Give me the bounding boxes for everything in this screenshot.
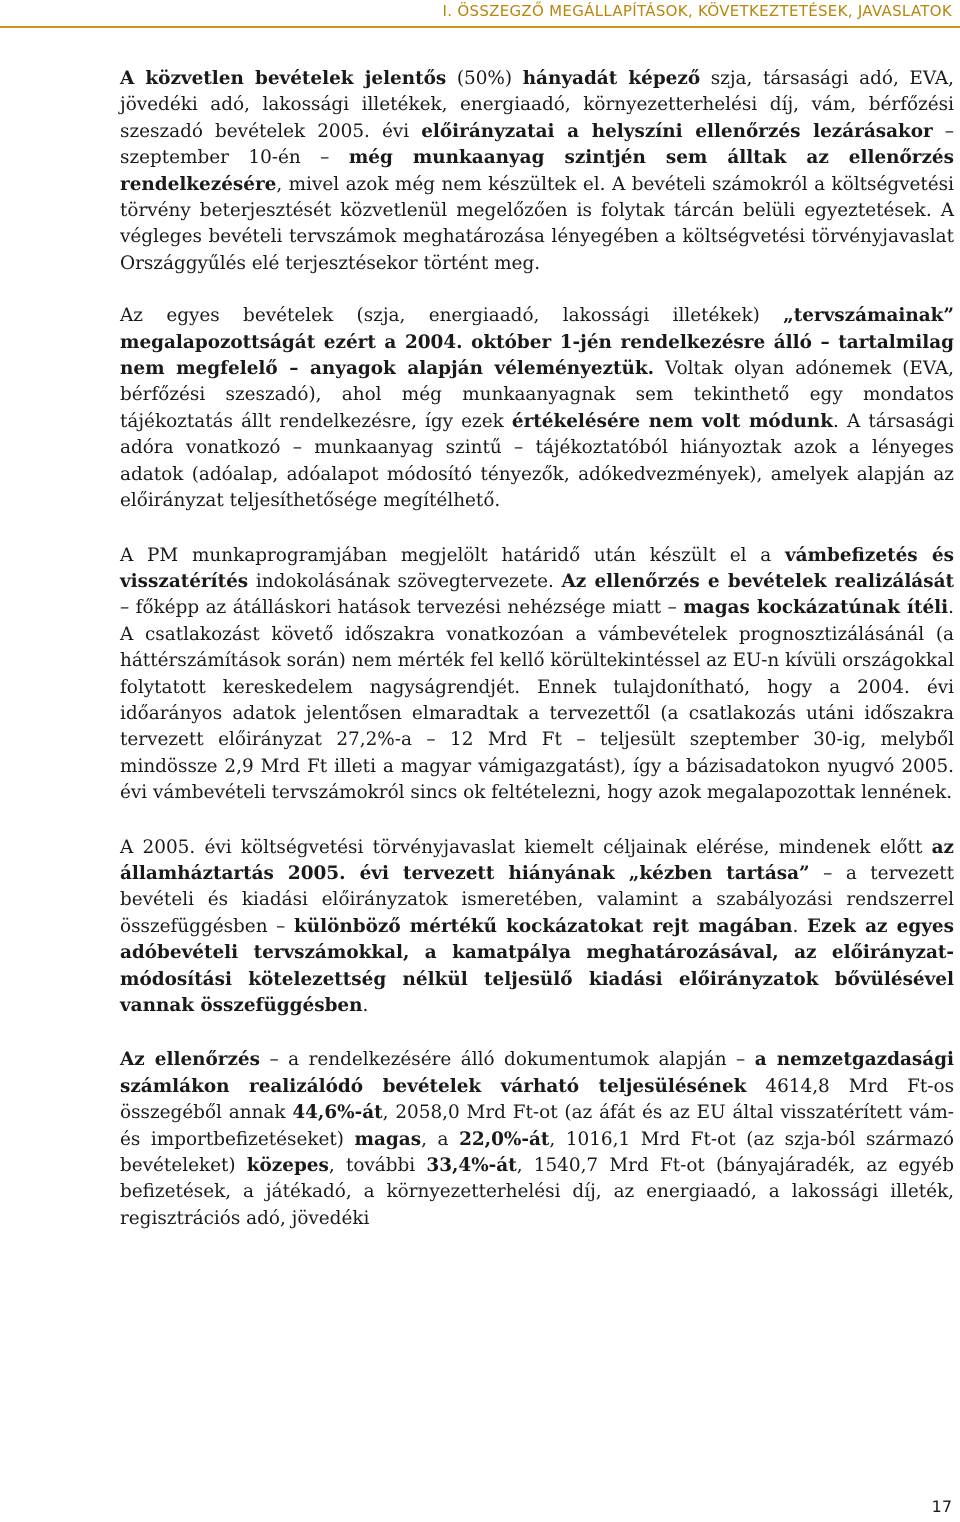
bold-run: a nemzetgazdasági számlákon realizálódó bevételek várható teljesülésének xyxy=(120,1049,954,1097)
text-run: (50%) xyxy=(446,68,523,89)
text-run: Az egyes bevételek (szja, energiaadó, lakossági illetékek) xyxy=(120,305,784,327)
text-run: . A társasági adóra vonatkozó – munkaanyag szintű – tájékoztatóból hiányoztak azok a lényeges adatok (adóalap, adóalapot módosító tényezők, adókedvezmények), amelyek alapján az előirányzat teljesíthetősége megítélhető. xyxy=(120,410,954,512)
header-rule xyxy=(0,26,960,28)
paragraph xyxy=(120,1047,954,1232)
text-run: – a rendelkezésére álló dokumentumok alapján – xyxy=(259,1049,755,1071)
bold-run: magas xyxy=(354,1128,422,1150)
text-run: , 2058,0 Mrd Ft-ot (az áfát és az EU által visszatérített vám- és importbefizetéseket) xyxy=(120,1102,955,1150)
text-run: A PM munkaprogramjában megjelölt határidő után készült el a xyxy=(120,544,785,566)
bold-run: „tervszámainak” megalapozottságát ezért a 2004. október 1-jén rendelkezésre álló – tartalmilag nem megfelelő – anyagok alapján véleményeztük. xyxy=(120,305,954,380)
paragraph xyxy=(120,835,954,1020)
bold-run: hányadát képező xyxy=(522,68,701,89)
page-number: 17 xyxy=(931,1497,952,1516)
text-run: 4614,8 Mrd Ft-os összegéből annak xyxy=(120,1075,955,1124)
bold-run: még munkaanyag szintjén sem álltak az ellenőrzés rendelkezésére xyxy=(120,147,954,195)
paragraph xyxy=(120,543,954,807)
text-run: szja, társasági adó, EVA, jövedéki adó, lakossági illetékek, energiaadó, környezetterhelési díj, vám, bérfőzési szeszadó bevételek 2005. évi xyxy=(120,68,954,142)
paragraph xyxy=(120,303,954,514)
paragraph xyxy=(120,66,954,277)
bold-run: Ezek az egyes adóbevételi tervszámokkal, a kamatpálya meghatározásával, az előirányzat-módosítási kötelezettség nélkül teljesülő kiadási előirányzatok bővülésével vannak összefüggésben xyxy=(120,915,954,1016)
text-run: , a xyxy=(421,1128,460,1150)
bold-run: A közvetlen bevételek jelentős xyxy=(120,68,447,89)
text-run: , mivel azok még nem készültek el. A bevételi számokról a költségvetési törvény beterjesztését közvetlenül megelőzően is folytak tárcán belüli egyeztetések. A végleges bevételi tervszámok meghatározása lényegében a költségvetési törvényjavaslat Országgyűlés elé terjesztésekor történt meg. xyxy=(120,173,954,274)
text-run: , 1540,7 Mrd Ft-ot (bányajáradék, az egyéb befizetések, a játékadó, a környezetterhelési díj, az energiaadó, a lakossági illeték, regisztrációs adó, jövedéki xyxy=(120,1155,954,1229)
text-run: . xyxy=(362,995,369,1016)
bold-run: előirányzatai a helyszíni ellenőrzés lezárásakor xyxy=(421,120,933,142)
bold-run: Az ellenőrzés xyxy=(120,1049,260,1071)
text-run: A 2005. évi költségvetési törvényjavaslat kiemelt céljainak elérése, mindenek előtt xyxy=(120,836,932,858)
text-run: , további xyxy=(328,1155,427,1177)
text-run: – a tervezett bevételi és kiadási előirányzatok ismeretében, valamint a szabályozási rendszerrel összefüggésben – xyxy=(120,862,954,937)
bold-run: magas kockázatúnak ítéli xyxy=(683,597,949,619)
running-header: I. ÖSSZEGZŐ MEGÁLLAPÍTÁSOK, KÖVETKEZTETÉSEK, JAVASLATOK xyxy=(442,2,952,20)
text-run: – főképp az átálláskori hatások tervezési nehézsége miatt – xyxy=(120,597,684,619)
bold-run: az államháztartás 2005. évi tervezett hiányának „kézben tartása” xyxy=(120,836,954,884)
text-run: . xyxy=(792,915,808,937)
body-text xyxy=(120,66,954,1260)
bold-run: 33,4%-át xyxy=(426,1155,517,1177)
bold-run: különböző mértékű kockázatokat rejt magában xyxy=(294,915,793,937)
bold-run: Az ellenőrzés e bevételek realizálását xyxy=(561,570,954,592)
text-run: . A csatlakozást követő időszakra vonatkozóan a vámbevételek prognosztizálásánál (a háttérszámítások során) nem mérték fel kellő körültekintéssel az EU-n kívüli országokkal folytatott kereskedelem nagyságrendjét. Ennek tulajdonítható, hogy a 2004. évi időarányos adatok jelentősen elmaradtak a tervezettől (a csatlakozás utáni időszakra tervezett előirányzat 27,2%-a – 12 Mrd Ft – teljesült szeptember 30-ig, melyből mindössze 2,9 Mrd Ft illeti a magyar vámigazgatást), így a bázisadatokon nyugvó 2005. évi vámbevételi tervszámokról sincs ok feltételezni, hogy azok megalapozottak lennének. xyxy=(120,597,954,804)
text-run: Voltak olyan adónemek (EVA, bérfőzési szeszadó), ahol még munkaanyagnak sem tekinthető egy mondatos tájékoztatás állt rendelkezésre, így ezek xyxy=(120,358,955,432)
bold-run: értékelésére nem volt módunk xyxy=(511,410,834,432)
bold-run: vámbefizetés és visszatérítés xyxy=(120,544,954,592)
bold-run: közepes xyxy=(246,1155,329,1177)
text-run: indokolásának szövegtervezete. xyxy=(248,570,562,592)
bold-run: 22,0%-át xyxy=(459,1128,550,1150)
bold-run: 44,6%-át xyxy=(292,1102,383,1124)
text-run: – szeptember 10-én – xyxy=(120,120,954,169)
text-run: , 1016,1 Mrd Ft-ot (az szja-ból származó bevételeket) xyxy=(120,1128,954,1177)
